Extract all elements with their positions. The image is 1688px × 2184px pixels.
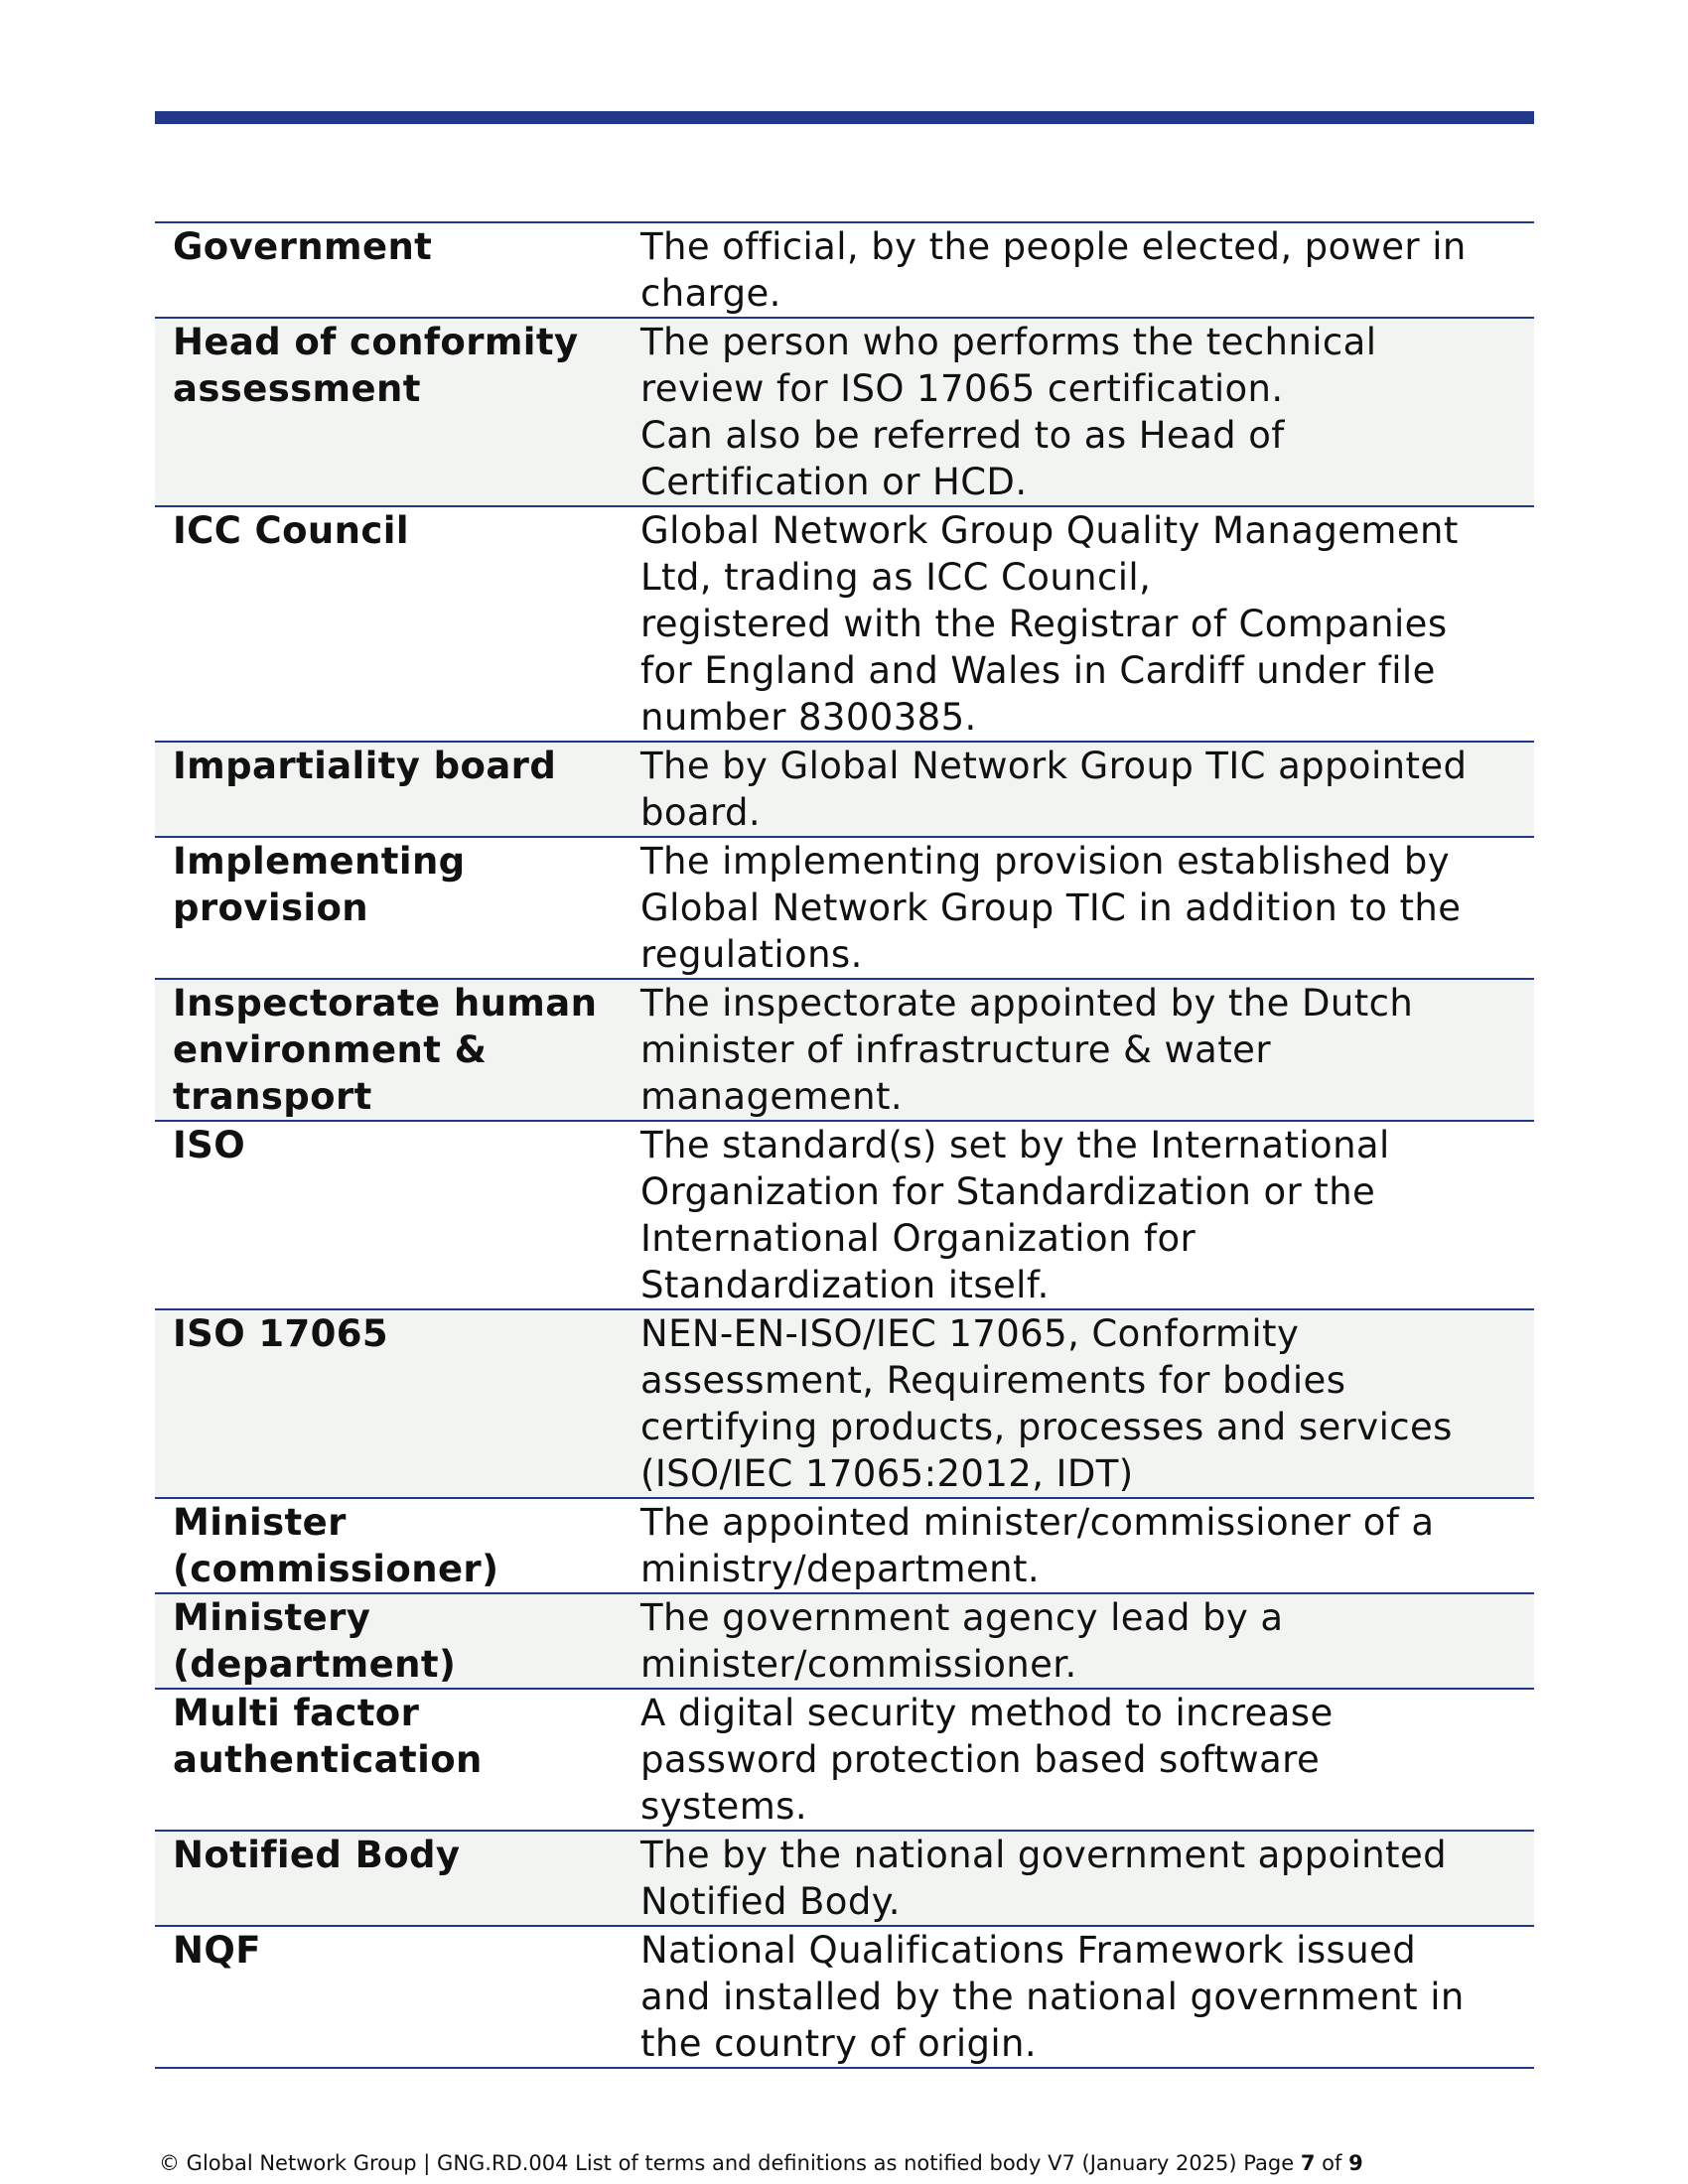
table-row (155, 222, 1534, 318)
table-row (155, 1593, 1534, 1689)
definition-line: Can also be referred to as Head of (640, 414, 1285, 457)
definition-cell (627, 318, 1534, 506)
table-row (155, 1498, 1534, 1593)
definition-line: The appointed minister/commissioner of a (640, 1501, 1435, 1544)
definition-line: Standardization itself. (640, 1264, 1050, 1306)
definition-line: The inspectorate appointed by the Dutch (640, 982, 1414, 1024)
table-row (155, 1689, 1534, 1831)
term-cell: ISO (173, 1124, 246, 1166)
page-footer (159, 2151, 1363, 2175)
definition-line: regulations. (640, 933, 863, 976)
definition-line: systems. (640, 1785, 808, 1828)
definition-cell (627, 1689, 1534, 1831)
definition-line: The standard(s) set by the International (640, 1124, 1390, 1166)
footer-page-total: 9 (1348, 2151, 1363, 2175)
footer-page-number: 7 (1300, 2151, 1316, 2175)
term-cell: Impartiality board (155, 742, 627, 837)
definition-line: Certification or HCD. (640, 461, 1028, 503)
definition-line: board. (640, 791, 762, 834)
definition-cell (627, 1831, 1534, 1926)
definition-line: management. (640, 1075, 904, 1118)
definition-line: assessment, Requirements for bodies (640, 1359, 1346, 1402)
definition-line: International Organization for (640, 1217, 1196, 1260)
table-row (155, 742, 1534, 837)
term-cell: Implementing provision (173, 840, 466, 929)
definition-line: certifying products, processes and services (640, 1406, 1453, 1448)
definitions-table-body (155, 222, 1534, 2068)
term-cell: Notified Body (155, 1831, 627, 1926)
definition-line: The official, by the people elected, power in (640, 225, 1467, 268)
definition-line: Organization for Standardization or the (640, 1170, 1376, 1213)
definition-line: minister/commissioner. (640, 1643, 1077, 1686)
definition-cell (627, 837, 1534, 979)
table-row (155, 979, 1534, 1121)
table-row (155, 1309, 1534, 1498)
definition-cell (627, 1593, 1534, 1689)
definition-line: (ISO/IEC 17065:2012, IDT) (640, 1452, 1134, 1495)
table-row (155, 318, 1534, 506)
definition-line: National Qualifications Framework issued (640, 1929, 1417, 1972)
definition-line: password protection based software (640, 1738, 1321, 1781)
table-row (155, 837, 1534, 979)
definition-line: NEN-EN-ISO/IEC 17065, Conformity (640, 1312, 1300, 1355)
table-row (155, 506, 1534, 742)
definitions-table (155, 221, 1534, 2069)
definition-line: The by Global Network Group TIC appointed (640, 745, 1468, 787)
table-row (155, 1926, 1534, 2068)
definition-line: ministry/department. (640, 1548, 1041, 1590)
definition-line: The government agency lead by a (640, 1596, 1284, 1639)
definition-line: minister of infrastructure & water (640, 1028, 1271, 1071)
definition-line: Global Network Group TIC in addition to the (640, 887, 1462, 929)
definition-line: The person who performs the technical (640, 321, 1377, 363)
footer-of: of (1322, 2151, 1342, 2175)
definition-cell (627, 1309, 1534, 1498)
definition-line: The implementing provision established by (640, 840, 1451, 883)
definition-line: charge. (640, 272, 781, 315)
footer-text: © Global Network Group | GNG.RD.004 List of terms and definitions as notified body V7 (January 2025) Page (159, 2151, 1295, 2175)
term-cell: Minister (commissioner) (173, 1501, 499, 1590)
definition-line: for England and Wales in Cardiff under file (640, 649, 1436, 692)
header-accent-bar (155, 111, 1534, 124)
definition-line: Ltd, trading as ICC Council, (640, 556, 1152, 599)
term-cell: Head of conformity assessment (155, 318, 627, 506)
term-cell: Multi factor authentication (173, 1692, 483, 1781)
definition-line: registered with the Registrar of Companies (640, 603, 1448, 645)
definition-line: the country of origin. (640, 2022, 1038, 2065)
definition-line: The by the national government appointed (640, 1834, 1448, 1876)
definition-cell (627, 1121, 1534, 1309)
definition-line: and installed by the national government in (640, 1976, 1465, 2018)
definition-line: A digital security method to increase (640, 1692, 1334, 1734)
definition-cell (627, 222, 1534, 318)
term-cell: ISO 17065 (155, 1309, 627, 1498)
definition-cell (627, 742, 1534, 837)
definition-cell (627, 1498, 1534, 1593)
term-cell: Government (173, 225, 433, 268)
table-row (155, 1831, 1534, 1926)
definition-line: Notified Body. (640, 1880, 901, 1923)
definition-cell (627, 1926, 1534, 2068)
definition-line: number 8300385. (640, 696, 977, 739)
definition-cell (627, 506, 1534, 742)
term-cell: Inspectorate human environment & transport (155, 979, 627, 1121)
term-cell: Ministery (department) (155, 1593, 627, 1689)
definition-line: review for ISO 17065 certification. (640, 367, 1284, 410)
definition-line: Global Network Group Quality Management (640, 509, 1459, 552)
term-cell: NQF (173, 1929, 261, 1972)
definition-cell (627, 979, 1534, 1121)
table-row (155, 1121, 1534, 1309)
term-cell: ICC Council (173, 509, 409, 552)
